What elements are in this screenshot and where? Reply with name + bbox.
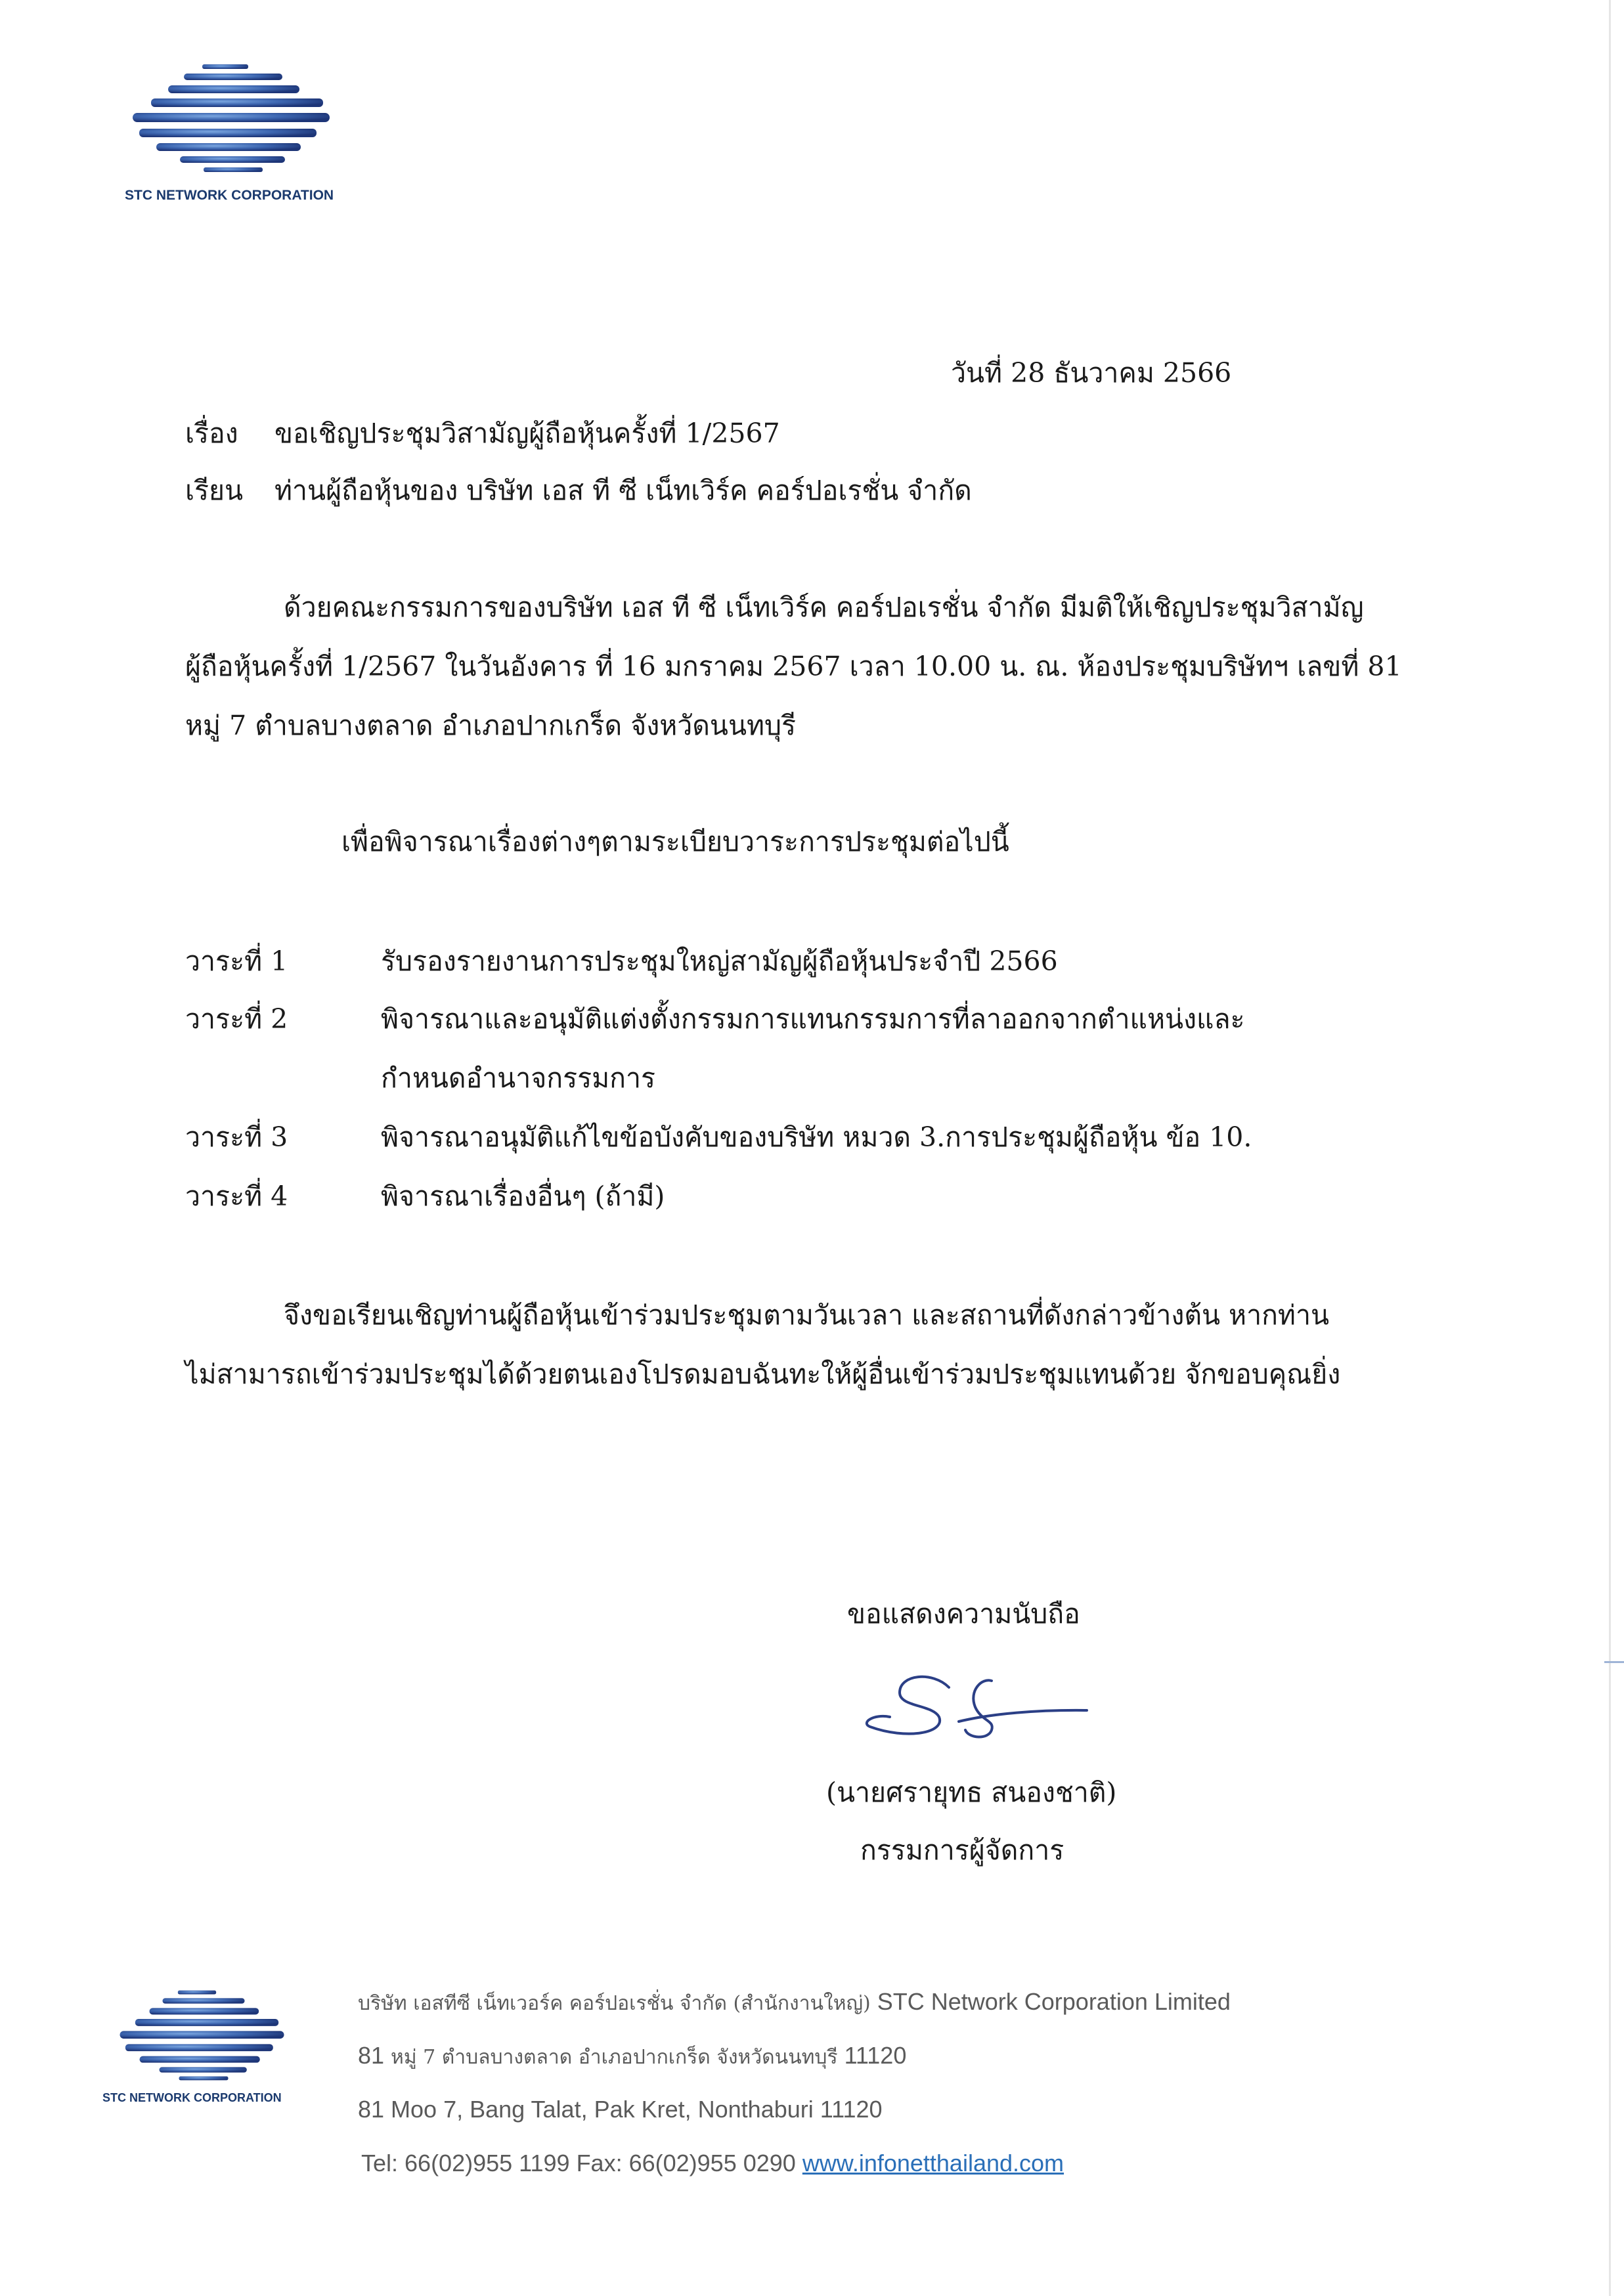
- paragraph-line: ด้วยคณะกรรมการของบริษัท เอส ที ซี เน็ทเวิร์ค คอร์ปอเรชั่น จำกัด มีมติให้เชิญประชุมวิสามัญ: [284, 592, 1364, 623]
- paragraph-line: ไม่สามารถเข้าร่วมประชุมได้ด้วยตนเองโปรดมอบฉันทะให้ผู้อื่นเข้าร่วมประชุมแทนด้วย จักขอบคุณยิ่ง: [185, 1358, 1341, 1390]
- footer-contact-line: [361, 2150, 1064, 2177]
- signature: [860, 1661, 1097, 1756]
- footer-address-zip: 11120: [837, 2042, 907, 2069]
- agenda-item: พิจารณาเรื่องอื่นๆ (ถ้ามี): [381, 1180, 665, 1212]
- closing-text: ขอแสดงความนับถือ: [847, 1598, 1080, 1630]
- agenda-label: วาระที่ 4: [185, 1180, 288, 1212]
- footer-address-en: 81 Moo 7, Bang Talat, Pak Kret, Nonthaburi 11120: [358, 2096, 883, 2123]
- paragraph-line: จึงขอเรียนเชิญท่านผู้ถือหุ้นเข้าร่วมประชุมตามวันเวลา และสถานที่ดังกล่าวข้างต้น หากท่าน: [284, 1299, 1329, 1331]
- logo-wordmark: STC NETWORK CORPORATION: [125, 188, 334, 203]
- footer-logo: [99, 1986, 309, 2105]
- to-text: ท่านผู้ถือหุ้นของ บริษัท เอส ที ซี เน็ทเวิร์ค คอร์ปอเรชั่น จำกัด: [274, 475, 972, 506]
- footer-address-thai-line: [358, 2042, 906, 2073]
- subject-text: ขอเชิญประชุมวิสามัญผู้ถือหุ้นครั้งที่ 1/2567: [274, 418, 780, 449]
- to-label: เรียน: [185, 475, 244, 506]
- footer-address-number: 81: [358, 2042, 391, 2069]
- globe-logo-icon: [99, 1986, 309, 2085]
- page-edge-line: [1609, 0, 1611, 2296]
- agenda-item: รับรองรายงานการประชุมใหญ่สามัญผู้ถือหุ้นประจำปี 2566: [381, 945, 1058, 977]
- logo-wordmark: STC NETWORK CORPORATION: [102, 2091, 282, 2104]
- agenda-item: พิจารณาและอนุมัติแต่งตั้งกรรมการแทนกรรมการที่ลาออกจากตำแหน่งและ: [381, 1003, 1245, 1035]
- subject-label: เรื่อง: [185, 418, 238, 449]
- handwritten-signature-icon: [860, 1661, 1097, 1753]
- paragraph-line: หมู่ 7 ตำบลบางตลาด อำเภอปากเกร็ด จังหวัดนนทบุรี: [185, 710, 797, 741]
- header-logo: [125, 59, 341, 204]
- agenda-label: วาระที่ 1: [185, 945, 288, 977]
- agenda-label: วาระที่ 3: [185, 1121, 288, 1153]
- signer-title: กรรมการผู้จัดการ: [860, 1834, 1064, 1866]
- globe-logo-icon: [125, 59, 341, 177]
- signer-name: (นายศรายุทธ สนองชาติ): [826, 1777, 1117, 1808]
- letter-date: วันที่ 28 ธันวาคม 2566: [951, 357, 1232, 389]
- agenda-intro: เพื่อพิจารณาเรื่องต่างๆตามระเบียบวาระการประชุมต่อไปนี้: [341, 826, 1009, 857]
- footer-company-thai: บริษัท เอสทีซี เน็ทเวอร์ค คอร์ปอเรชั่น จำกัด (สำนักงานใหญ่): [358, 1992, 871, 2015]
- footer-contact: Tel: 66(02)955 1199 Fax: 66(02)955 0290: [361, 2150, 802, 2177]
- agenda-label: วาระที่ 2: [185, 1003, 288, 1035]
- paragraph-line: ผู้ถือหุ้นครั้งที่ 1/2567 ในวันอังคาร ที่ 16 มกราคม 2567 เวลา 10.00 น. ณ. ห้องประชุมบริษัทฯ เลขที่ 81: [185, 651, 1402, 682]
- footer-address-thai: หมู่ 7 ตำบลบางตลาด อำเภอปากเกร็ด จังหวัดนนทบุรี: [391, 2046, 838, 2069]
- footer-company-line: [358, 1988, 1231, 2019]
- agenda-item: พิจารณาอนุมัติแก้ไขข้อบังคับของบริษัท หมวด 3.การประชุมผู้ถือหุ้น ข้อ 10.: [381, 1121, 1252, 1153]
- website-link[interactable]: www.infonetthailand.com: [802, 2150, 1064, 2177]
- page-edge-mark: [1604, 1661, 1624, 1663]
- footer-company-en: STC Network Corporation Limited: [870, 1988, 1231, 2015]
- agenda-item: กำหนดอำนาจกรรมการ: [381, 1062, 656, 1094]
